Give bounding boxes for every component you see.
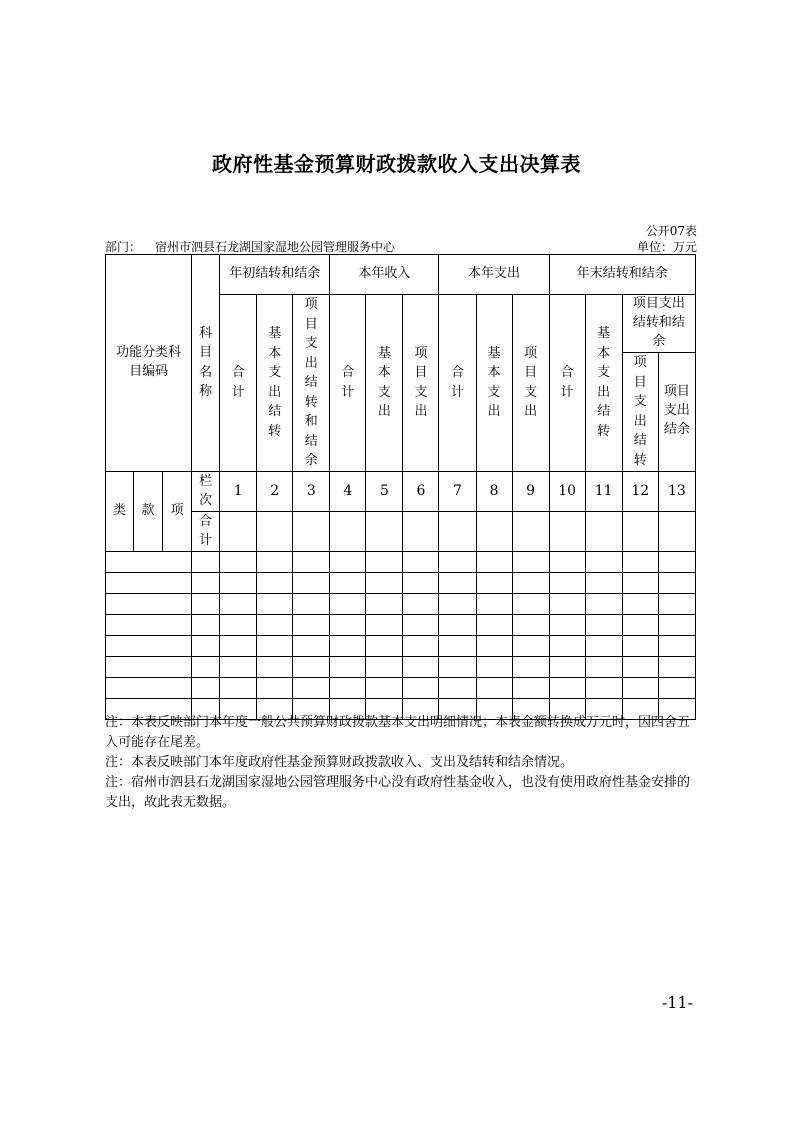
col-number: 10 — [549, 471, 585, 511]
end-project-carry-header: 项目支出结转 — [622, 352, 658, 471]
table-row — [106, 551, 696, 572]
table-code: 公开07表 — [645, 224, 697, 238]
table-row — [106, 635, 696, 656]
col-number: 13 — [658, 471, 695, 511]
page-title: 政府性基金预算财政拨款收入支出决算表 — [212, 152, 581, 176]
expense-project-header: 项目支出 — [512, 295, 549, 472]
page-number: -11- — [661, 993, 693, 1012]
end-total-header: 合计 — [549, 295, 585, 472]
end-basic-header: 基本支出结转 — [585, 295, 622, 472]
col-number: 11 — [585, 471, 622, 511]
unit-label: 单位：万元 — [636, 240, 697, 254]
income-basic-header: 基本支出 — [366, 295, 403, 472]
col-number: 7 — [439, 471, 476, 511]
expense-basic-header: 基本支出 — [476, 295, 512, 472]
subject-name-header: 科目名称 — [192, 255, 220, 472]
end-balance-header: 年末结转和结余 — [549, 255, 695, 295]
note-item: 注：宿州市泗县石龙湖国家湿地公园管理服务中心没有政府性基金收入，也没有使用政府性基金安排的支出，故此表无数据。 — [105, 775, 691, 810]
table-row — [106, 593, 696, 614]
col-number: 2 — [257, 471, 293, 511]
table-row — [106, 572, 696, 593]
col-number: 9 — [512, 471, 549, 511]
notes — [105, 713, 696, 813]
department-name: 宿州市泗县石龙湖国家湿地公园管理服务中心 — [155, 240, 396, 254]
income-header: 本年收入 — [330, 255, 439, 295]
table-row — [106, 677, 696, 698]
func-class-code-header: 功能分类科目编码 — [106, 255, 192, 472]
end-project-surplus-header: 项目支出结余 — [658, 352, 695, 471]
lei-header: 类 — [106, 471, 134, 551]
xiang-header: 项 — [163, 471, 192, 551]
expense-total-header: 合计 — [439, 295, 476, 472]
total-label: 合计 — [192, 511, 220, 551]
begin-total-header: 合计 — [220, 295, 257, 472]
table-row — [106, 656, 696, 677]
col-number: 6 — [403, 471, 439, 511]
col-number: 12 — [622, 471, 658, 511]
col-index-label: 栏次 — [192, 471, 220, 511]
col-number: 4 — [330, 471, 366, 511]
table-row — [106, 614, 696, 635]
col-number: 3 — [293, 471, 330, 511]
income-total-header: 合计 — [330, 295, 366, 472]
total-row — [106, 511, 696, 551]
budget-table — [105, 254, 696, 720]
expense-header: 本年支出 — [439, 255, 549, 295]
begin-balance-header: 年初结转和结余 — [220, 255, 330, 295]
col-number: 8 — [476, 471, 512, 511]
department-label: 部门： — [105, 240, 142, 254]
begin-project-header: 项目支出结转和结余 — [293, 295, 330, 472]
note-item: 注：本表反映部门本年度政府性基金预算财政拨款收入、支出及结转和结余情况。 — [105, 755, 574, 770]
department-line — [105, 238, 409, 255]
note-item: 注：本表反映部门本年度一般公共预算财政拨款基本支出明细情况；本表金额转换成万元时，因四舍五入可能存在尾差。 — [105, 715, 691, 750]
kuan-header: 款 — [134, 471, 163, 551]
end-project-group-header: 项目支出结转和结余 — [622, 295, 695, 353]
col-number: 5 — [366, 471, 403, 511]
income-project-header: 项目支出 — [403, 295, 439, 472]
begin-basic-header: 基本支出结转 — [257, 295, 293, 472]
col-number: 1 — [220, 471, 257, 511]
